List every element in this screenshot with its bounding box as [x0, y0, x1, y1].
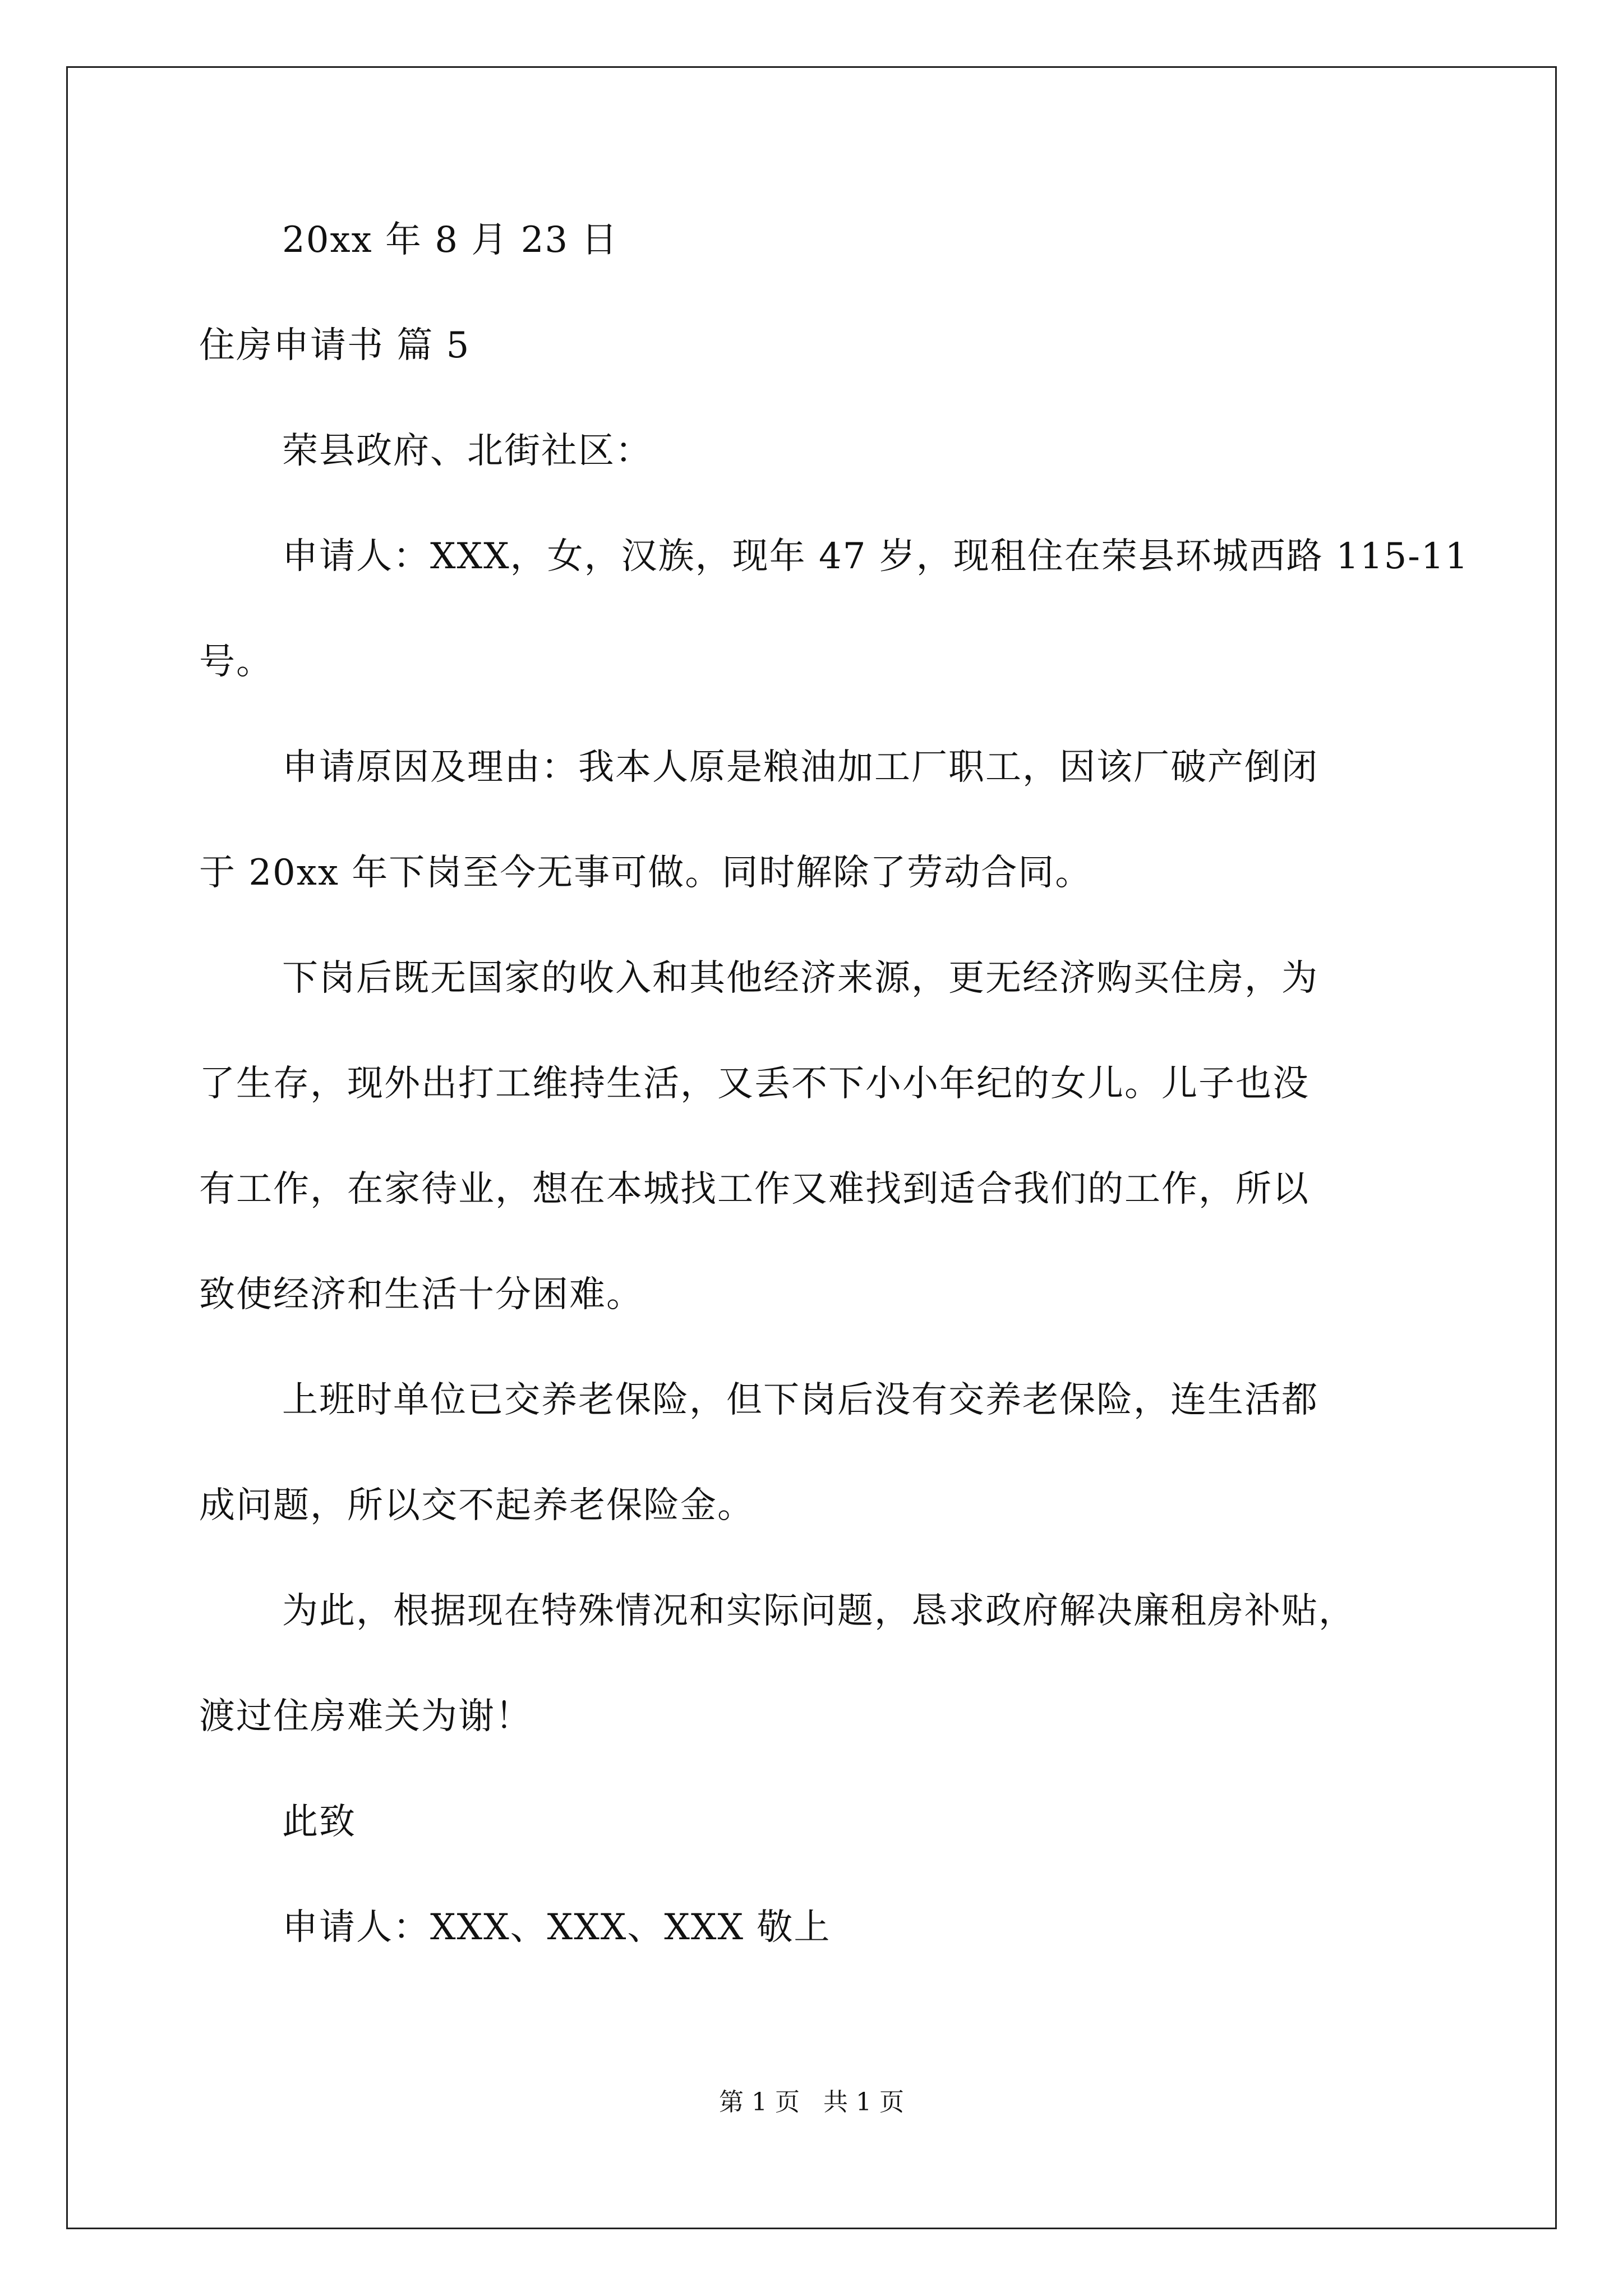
date-line: 20xx 年 8 月 23 日	[282, 219, 619, 261]
applicant-line: 申请人：XXX，女，汉族，现年 47 岁，现租住在荣县环城西路 115-11	[282, 536, 1469, 577]
paragraph-line: 致使经济和生活十分困难。	[199, 1274, 643, 1315]
recipient-line: 荣县政府、北街社区：	[282, 430, 652, 472]
page-footer: 第 1 页 共 1 页	[719, 2088, 904, 2116]
applicant-line-cont: 号。	[199, 641, 273, 683]
closing-line: 此致	[282, 1801, 356, 1843]
document-title: 住房申请书 篇 5	[199, 325, 471, 366]
paragraph-line: 成问题，所以交不起养老保险金。	[199, 1485, 754, 1526]
paragraph-line: 渡过住房难关为谢！	[199, 1696, 532, 1737]
paragraph-line: 上班时单位已交养老保险，但下岗后没有交养老保险，连生活都	[282, 1379, 1318, 1421]
paragraph-line: 有工作，在家待业，想在本城找工作又难找到适合我们的工作，所以	[199, 1168, 1310, 1210]
paragraph-line: 下岗后既无国家的收入和其他经济来源，更无经济购买住房，为	[282, 958, 1318, 999]
signature-line: 申请人：XXX、XXX、XXX 敬上	[282, 1907, 831, 1948]
reason-line-2: 于 20xx 年下岗至今无事可做。同时解除了劳动合同。	[199, 852, 1092, 894]
paragraph-line: 了生存，现外出打工维持生活，又丢不下小小年纪的女儿。儿子也没	[199, 1063, 1310, 1105]
reason-line-1: 申请原因及理由：我本人原是粮油加工厂职工，因该厂破产倒闭	[282, 747, 1318, 788]
paragraph-line: 为此，根据现在特殊情况和实际问题，恳求政府解决廉租房补贴，	[282, 1590, 1355, 1632]
